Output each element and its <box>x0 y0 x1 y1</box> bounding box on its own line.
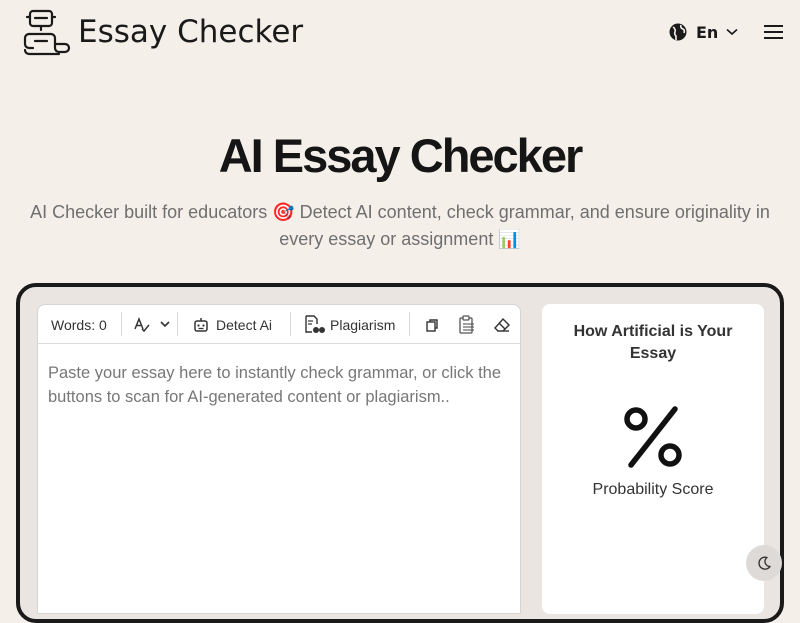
plagiarism-label: Plagiarism <box>330 316 396 333</box>
robot-icon <box>193 317 209 333</box>
eraser-icon <box>494 317 510 333</box>
essay-textarea[interactable]: Paste your essay here to instantly check grammar, or click the buttons to scan for AI-generated content or plagiarism.. <box>48 364 502 406</box>
percent-icon <box>623 405 683 469</box>
moon-icon <box>756 555 772 571</box>
language-selector[interactable] <box>668 20 738 44</box>
paste-icon <box>457 315 477 335</box>
probability-score-label: Probability Score <box>592 481 714 498</box>
page-subtitle: AI Checker built for educators 🎯 Detect AI content, check grammar, and ensure originality in every essay or assignment 📊 <box>30 202 770 249</box>
word-count: Words: 0 <box>51 316 107 333</box>
dark-mode-toggle[interactable] <box>746 545 782 581</box>
clear-button[interactable] <box>494 305 510 344</box>
toolbar-divider <box>121 312 122 336</box>
robot-scroll-logo-icon <box>22 8 70 56</box>
menu-bar-icon <box>764 37 783 39</box>
spellcheck-icon <box>134 317 150 333</box>
detect-ai-label: Detect Ai <box>216 316 273 333</box>
page-title: AI Essay Checker <box>218 129 582 182</box>
menu-bar-icon <box>764 31 783 33</box>
brand-name: Essay Checker <box>78 14 304 50</box>
toolbar-divider <box>290 312 291 336</box>
copy-button[interactable] <box>424 305 440 344</box>
menu-bar-icon <box>764 25 783 27</box>
toolbar-divider <box>177 312 178 336</box>
result-panel <box>542 304 764 614</box>
toolbar-divider <box>409 312 410 336</box>
hamburger-menu-button[interactable] <box>762 22 786 42</box>
language-label: En <box>696 22 719 42</box>
spellcheck-dropdown[interactable] <box>134 305 170 344</box>
essay-editor <box>37 304 521 614</box>
chevron-down-icon <box>160 321 170 328</box>
chevron-down-icon <box>726 28 738 36</box>
result-title: How Artificial is Your Essay <box>573 323 733 362</box>
editor-toolbar <box>38 305 520 344</box>
site-header <box>0 0 800 64</box>
copy-icon <box>424 317 440 333</box>
detect-ai-button[interactable] <box>193 305 272 344</box>
globe-icon <box>668 22 688 42</box>
brand-logo-link[interactable] <box>22 8 304 56</box>
paste-button[interactable] <box>457 305 477 344</box>
plagiarism-button[interactable] <box>304 305 395 344</box>
plagiarism-icon <box>304 315 325 335</box>
